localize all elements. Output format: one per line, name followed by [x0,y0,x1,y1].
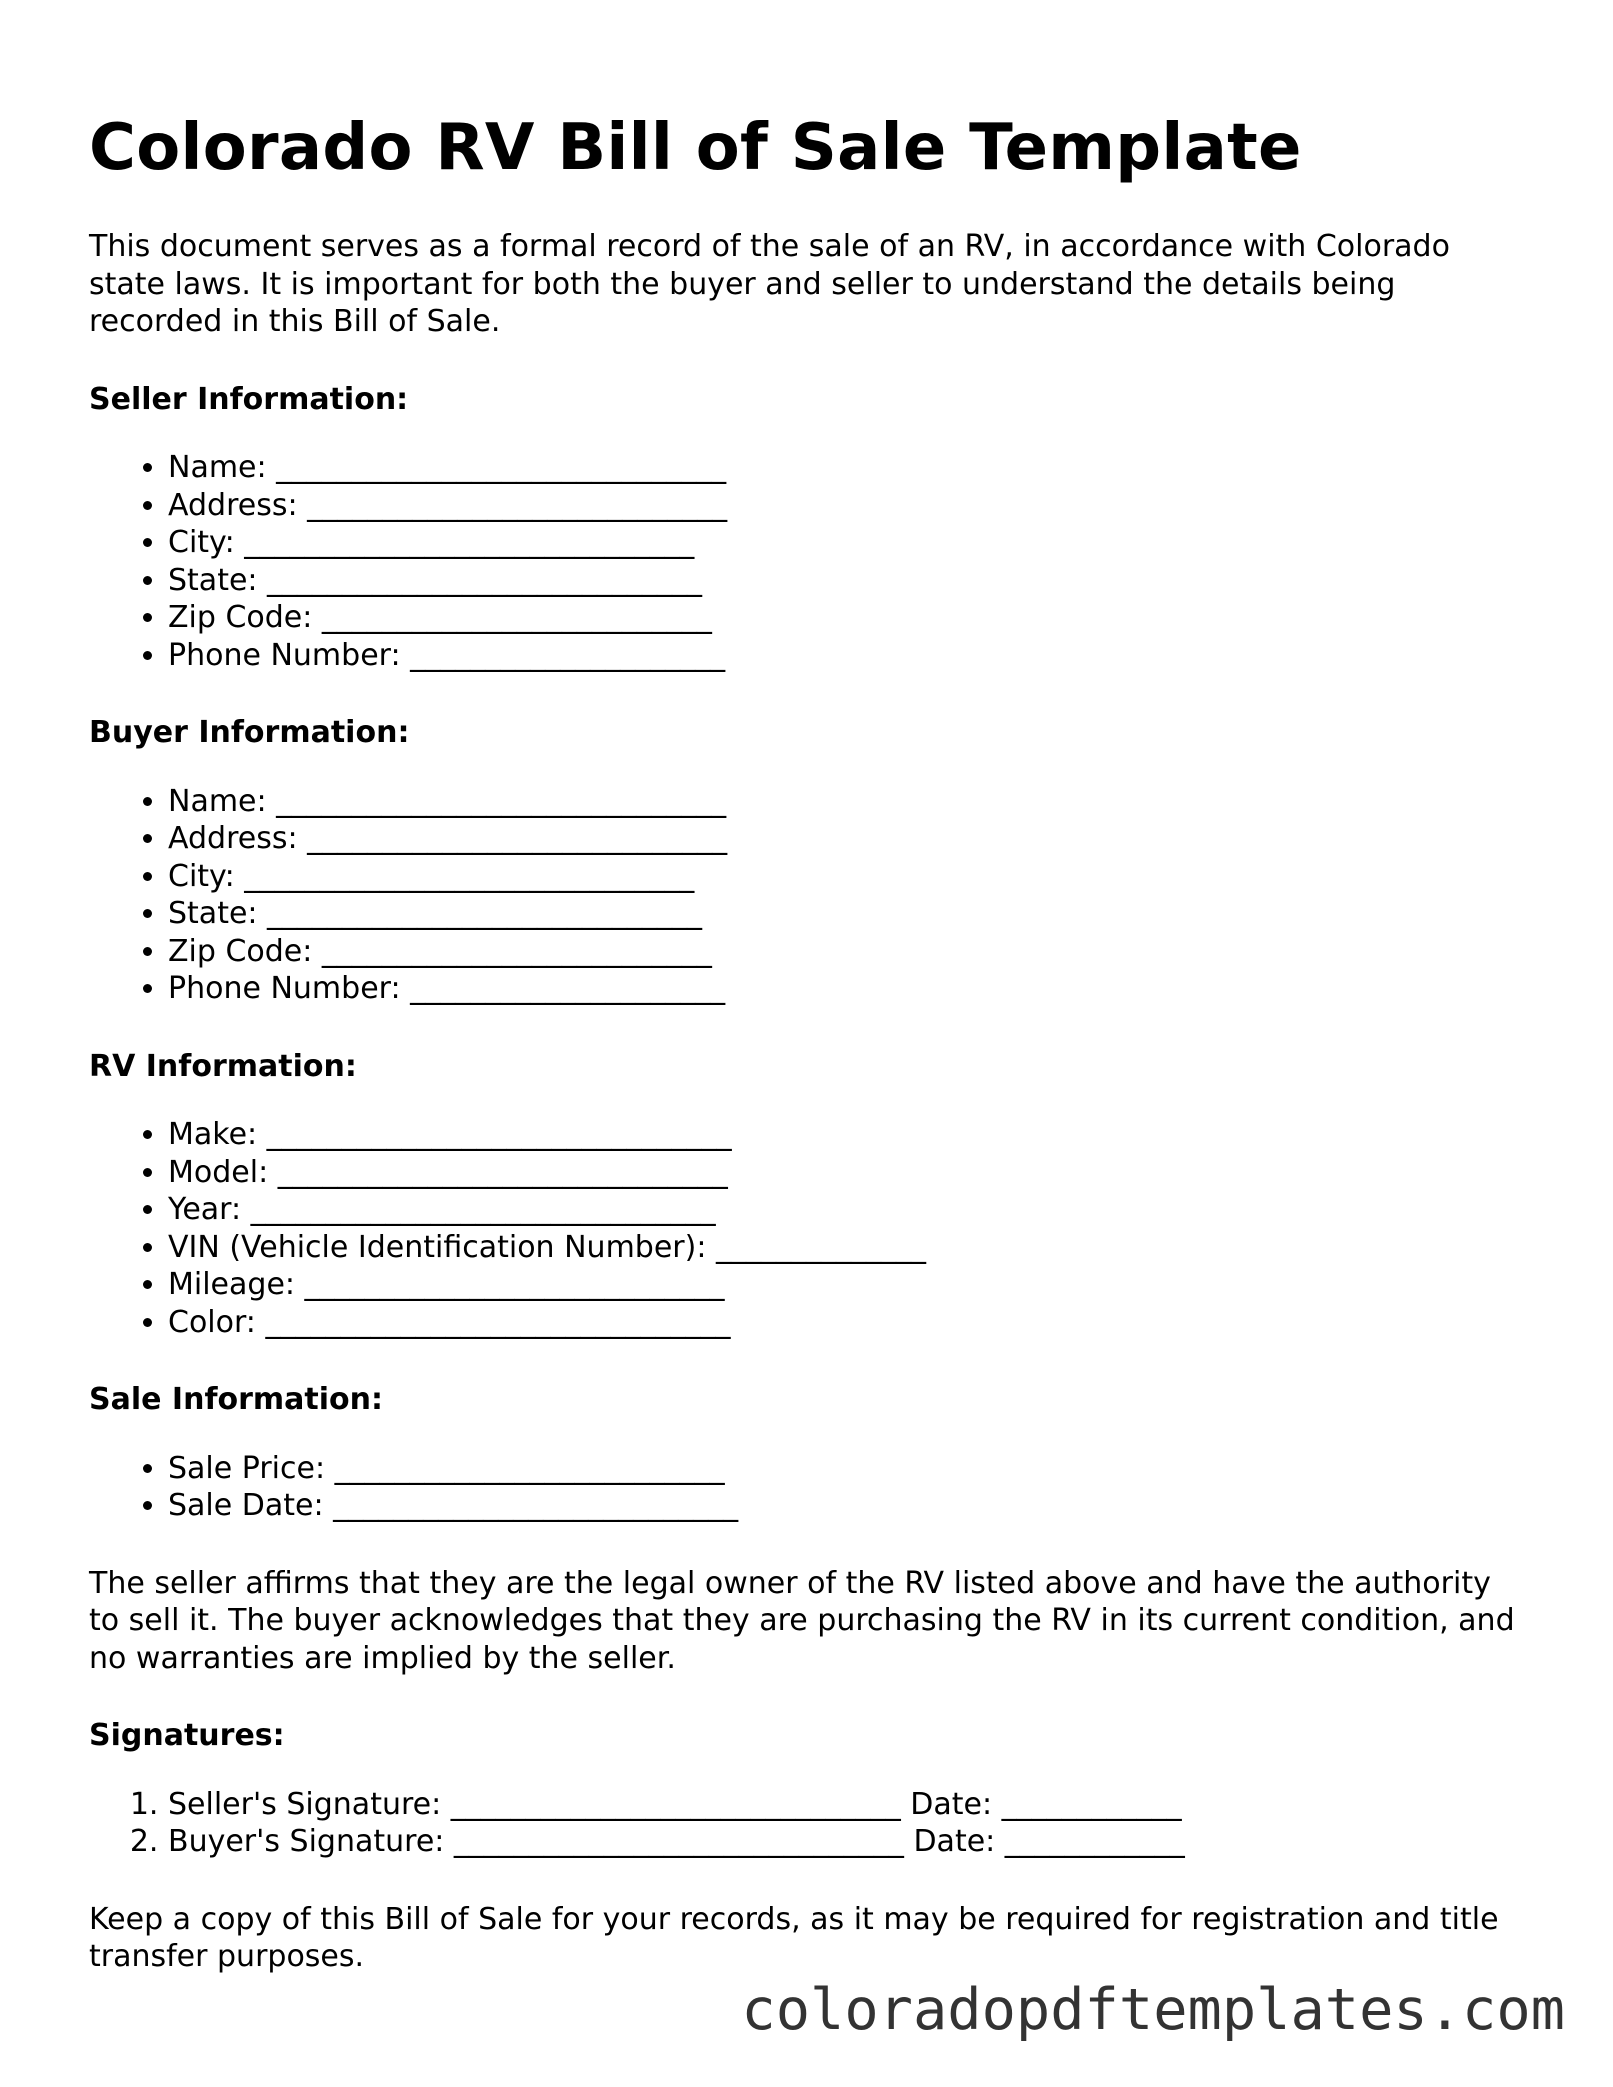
buyer-signature-line: 2. Buyer's Signature: ______________________________ Date: ____________ [168,1823,1529,1861]
closing-paragraph: Keep a copy of this Bill of Sale for your records, as it may be required for registration and title transfer purposes. [89,1901,1499,1974]
affirmation-paragraph: The seller affirms that they are the legal owner of the RV listed above and have the authority to sell it. The buyer acknowledges that they are purchasing the RV in its current condition, and no warranties are implied by the seller. [89,1565,1515,1676]
seller-signature-line: 1. Seller's Signature: ______________________________ Date: ____________ [168,1786,1529,1824]
rv-model-field: • Model: ______________________________ [168,1154,1529,1192]
sale-fields-list [89,1450,1529,1525]
buyer-phone-field: • Phone Number: _____________________ [168,970,1529,1008]
buyer-city-field: • City: ______________________________ [168,858,1529,896]
footer-watermark: coloradopdftemplates.com [741,1977,1565,2043]
seller-heading: Seller Information: [89,381,409,417]
document-page [89,108,1529,2016]
rv-color-field: • Color: _______________________________ [168,1304,1529,1342]
intro-paragraph: This document serves as a formal record of the sale of an RV, in accordance with Colorado state laws. It is important for both the buyer and seller to understand the details being recorded in this Bill of Sale. [89,229,1450,339]
signatures-list [89,1786,1529,1861]
buyer-zip-field: • Zip Code: __________________________ [168,933,1529,971]
rv-heading: RV Information: [89,1048,357,1084]
buyer-name-field: • Name: ______________________________ [168,783,1529,821]
buyer-heading: Buyer Information: [89,715,410,750]
seller-address-field: • Address: ____________________________ [168,487,1529,525]
signatures-heading: Signatures: [89,1718,285,1753]
seller-city-field: • City: ______________________________ [168,524,1529,562]
sale-heading: Sale Information: [89,1382,383,1417]
buyer-fields-list [89,783,1529,1008]
seller-fields-list [89,449,1529,674]
buyer-state-field: • State: _____________________________ [168,895,1529,933]
rv-mileage-field: • Mileage: ____________________________ [168,1266,1529,1304]
seller-state-field: • State: _____________________________ [168,562,1529,600]
rv-year-field: • Year: _______________________________ [168,1191,1529,1229]
rv-vin-field: • VIN (Vehicle Identification Number): ______________ [168,1229,1529,1267]
rv-fields-list [89,1116,1529,1341]
seller-phone-field: • Phone Number: _____________________ [168,637,1529,675]
sale-price-field: • Sale Price: __________________________ [168,1450,1529,1488]
seller-zip-field: • Zip Code: __________________________ [168,599,1529,637]
page-title: Colorado RV Bill of Sale Template [89,111,1302,185]
buyer-address-field: • Address: ____________________________ [168,820,1529,858]
sale-date-field: • Sale Date: ___________________________ [168,1487,1529,1525]
rv-make-field: • Make: _______________________________ [168,1116,1529,1154]
seller-name-field: • Name: ______________________________ [168,449,1529,487]
